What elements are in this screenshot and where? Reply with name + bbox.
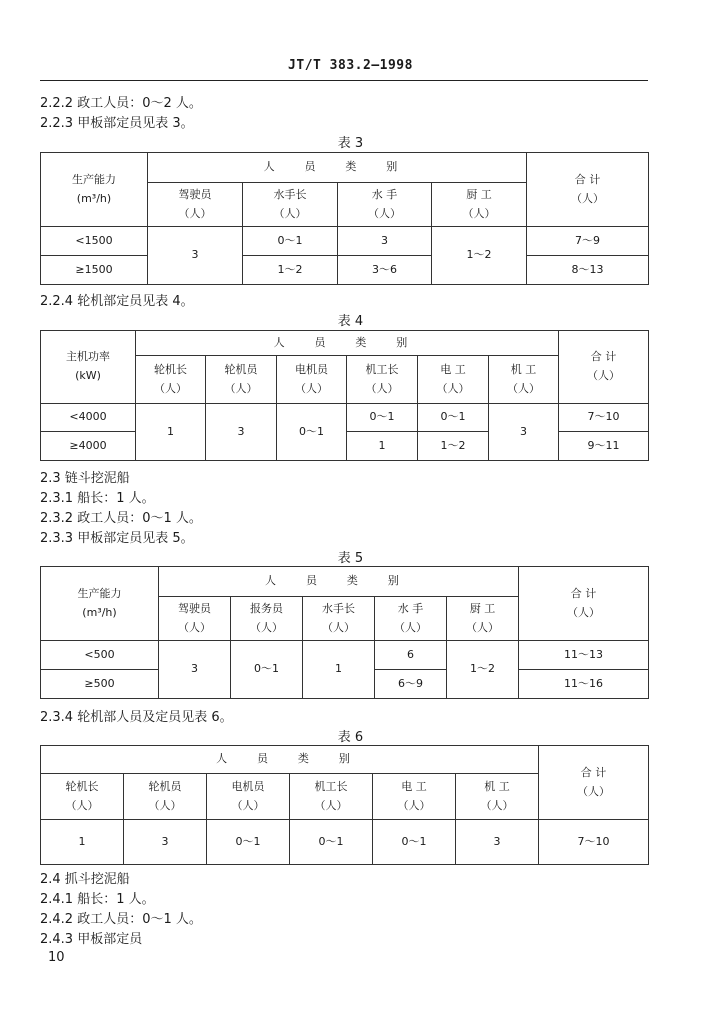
table5-cell: <500 bbox=[41, 641, 159, 670]
table-3 bbox=[40, 152, 649, 285]
table5-col-header: 水 手 （人） bbox=[375, 597, 447, 641]
table3-cell: 8～13 bbox=[527, 256, 649, 285]
table4-col-header: 电机员 （人） bbox=[277, 356, 347, 404]
clause-2-2-4: 2.2.4 轮机部定员见表 4。 bbox=[40, 294, 194, 309]
table3-param-header: 生产能力 (m³/h) bbox=[41, 153, 148, 227]
table6-cell: 0～1 bbox=[290, 820, 373, 865]
table5-cell: 6 bbox=[375, 641, 447, 670]
table3-caption: 表 3 bbox=[337, 136, 364, 151]
table4-cell: 1 bbox=[136, 404, 206, 461]
table6-col-header: 机工长 （人） bbox=[290, 774, 373, 820]
clause-2-3-4: 2.3.4 轮机部人员及定员见表 6。 bbox=[40, 710, 233, 725]
table6-col-header: 电 工 （人） bbox=[373, 774, 456, 820]
clause-2-4-3: 2.4.3 甲板部定员 bbox=[40, 932, 143, 947]
table4-col-header: 机 工 （人） bbox=[489, 356, 559, 404]
table4-cell: 1～2 bbox=[418, 432, 489, 461]
clause-2-2-2: 2.2.2 政工人员：0～2 人。 bbox=[40, 96, 202, 111]
table3-col-header: 水手长 （人） bbox=[243, 183, 338, 227]
table3-cell: ≥1500 bbox=[41, 256, 148, 285]
table5-cell: ≥500 bbox=[41, 670, 159, 699]
table4-col-header: 轮机长 （人） bbox=[136, 356, 206, 404]
table6-cell: 0～1 bbox=[373, 820, 456, 865]
table5-cell: 6～9 bbox=[375, 670, 447, 699]
table3-cell: 1～2 bbox=[432, 227, 527, 285]
clause-2-2-3: 2.2.3 甲板部定员见表 3。 bbox=[40, 116, 194, 131]
table3-col-header: 水 手 （人） bbox=[338, 183, 432, 227]
table5-category-header: 人 员 类 别 bbox=[159, 567, 519, 597]
table3-category-header: 人 员 类 别 bbox=[148, 153, 527, 183]
table5-col-header: 厨 工 （人） bbox=[447, 597, 519, 641]
table5-caption: 表 5 bbox=[337, 551, 364, 566]
table3-cell: <1500 bbox=[41, 227, 148, 256]
table6-col-header: 机 工 （人） bbox=[456, 774, 539, 820]
table6-col-header: 轮机员 （人） bbox=[124, 774, 207, 820]
table3-cell: 1～2 bbox=[243, 256, 338, 285]
table4-cell: 0～1 bbox=[347, 404, 418, 432]
table6-cell: 7～10 bbox=[539, 820, 649, 865]
table5-col-header: 水手长 （人） bbox=[303, 597, 375, 641]
table6-col-header: 电机员 （人） bbox=[207, 774, 290, 820]
table6-total-header: 合 计 （人） bbox=[539, 746, 649, 820]
table4-col-header: 电 工 （人） bbox=[418, 356, 489, 404]
table5-cell: 3 bbox=[159, 641, 231, 699]
table4-total-header: 合 计 （人） bbox=[559, 331, 649, 404]
table4-cell: 3 bbox=[206, 404, 277, 461]
table5-total-header: 合 计 （人） bbox=[519, 567, 649, 641]
table-6 bbox=[40, 745, 649, 865]
table4-caption: 表 4 bbox=[337, 314, 364, 329]
table4-cell: <4000 bbox=[41, 404, 136, 432]
table6-cell: 1 bbox=[41, 820, 124, 865]
table6-caption: 表 6 bbox=[337, 730, 364, 745]
table5-col-header: 驾驶员 （人） bbox=[159, 597, 231, 641]
table3-cell: 3 bbox=[338, 227, 432, 256]
table3-cell: 0～1 bbox=[243, 227, 338, 256]
table4-cell: 1 bbox=[347, 432, 418, 461]
table3-cell: 3～6 bbox=[338, 256, 432, 285]
table4-cell: 0～1 bbox=[418, 404, 489, 432]
table5-cell: 11～16 bbox=[519, 670, 649, 699]
page-number: 10 bbox=[48, 950, 65, 965]
table5-cell: 0～1 bbox=[231, 641, 303, 699]
table5-cell: 1～2 bbox=[447, 641, 519, 699]
table3-total-header: 合 计 （人） bbox=[527, 153, 649, 227]
clause-2-4-1: 2.4.1 船长：1 人。 bbox=[40, 892, 155, 907]
table6-category-header: 人 员 类 别 bbox=[41, 746, 539, 774]
table4-cell: 3 bbox=[489, 404, 559, 461]
table4-cell: 7～10 bbox=[559, 404, 649, 432]
table4-param-header: 主机功率 (kW) bbox=[41, 331, 136, 404]
table4-category-header: 人 员 类 别 bbox=[136, 331, 559, 356]
table4-col-header: 机工长 （人） bbox=[347, 356, 418, 404]
table3-col-header: 驾驶员 （人） bbox=[148, 183, 243, 227]
table6-cell: 3 bbox=[456, 820, 539, 865]
table4-cell: 0～1 bbox=[277, 404, 347, 461]
table6-col-header: 轮机长 （人） bbox=[41, 774, 124, 820]
table4-col-header: 轮机员 （人） bbox=[206, 356, 277, 404]
table4-cell: 9～11 bbox=[559, 432, 649, 461]
table5-cell: 1 bbox=[303, 641, 375, 699]
table5-cell: 11～13 bbox=[519, 641, 649, 670]
table6-cell: 3 bbox=[124, 820, 207, 865]
header-rule bbox=[40, 80, 648, 81]
table3-cell: 3 bbox=[148, 227, 243, 285]
clause-2-3-2: 2.3.2 政工人员：0～1 人。 bbox=[40, 511, 202, 526]
table3-col-header: 厨 工 （人） bbox=[432, 183, 527, 227]
table-5 bbox=[40, 566, 649, 699]
table4-cell: ≥4000 bbox=[41, 432, 136, 461]
table-4 bbox=[40, 330, 649, 461]
clause-2-4-2: 2.4.2 政工人员：0～1 人。 bbox=[40, 912, 202, 927]
page-header: JT/T 383.2—1998 bbox=[288, 58, 413, 73]
clause-2-3-1: 2.3.1 船长：1 人。 bbox=[40, 491, 155, 506]
clause-2-3: 2.3 链斗挖泥船 bbox=[40, 471, 130, 486]
table3-cell: 7～9 bbox=[527, 227, 649, 256]
table5-param-header: 生产能力 (m³/h) bbox=[41, 567, 159, 641]
clause-2-3-3: 2.3.3 甲板部定员见表 5。 bbox=[40, 531, 194, 546]
table5-col-header: 报务员 （人） bbox=[231, 597, 303, 641]
table6-cell: 0～1 bbox=[207, 820, 290, 865]
clause-2-4: 2.4 抓斗挖泥船 bbox=[40, 872, 130, 887]
